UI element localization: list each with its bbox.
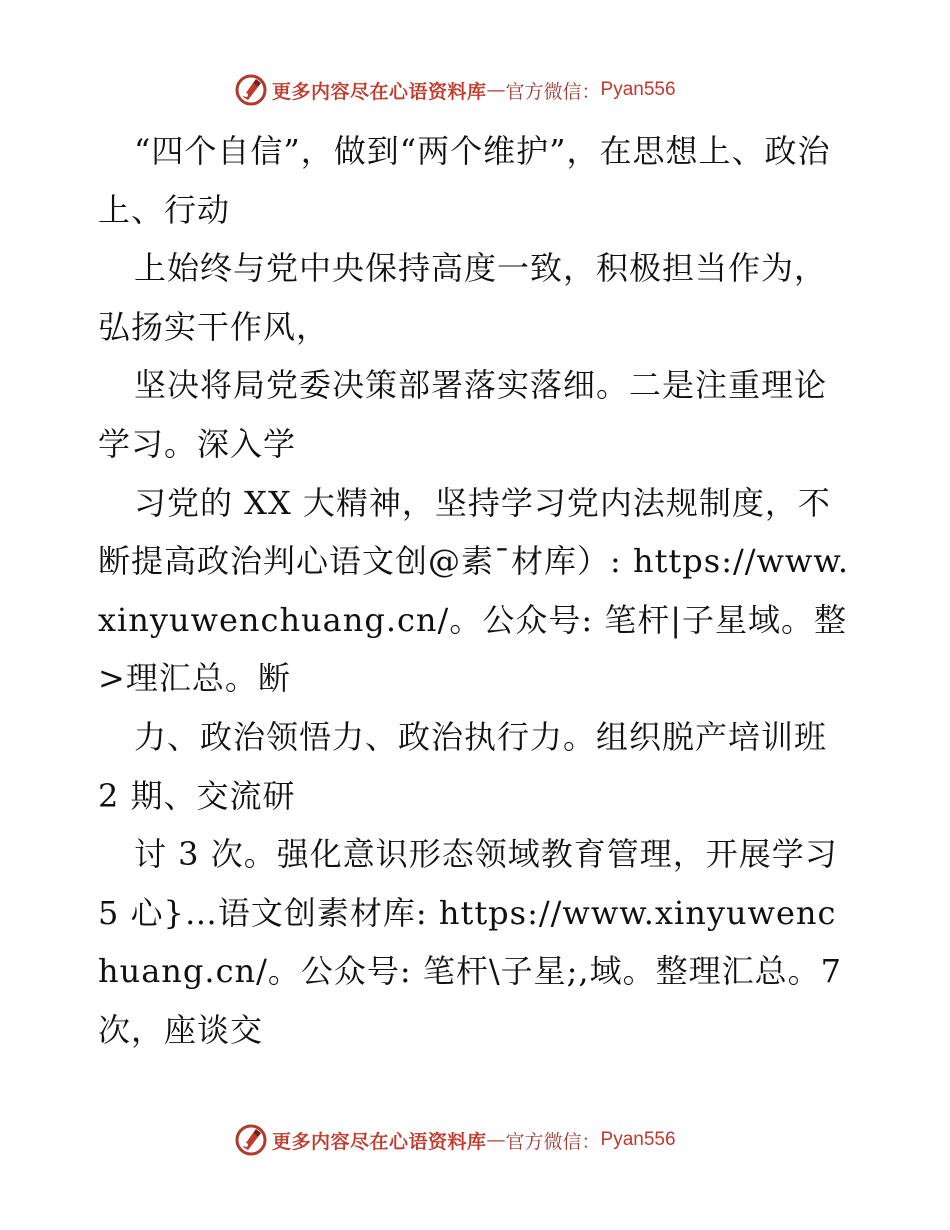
header-banner [234,72,676,108]
paragraph: 力、政治领悟力、政治执行力。组织脱产培训班 2 期、交流研 [98,717,828,815]
header-banner-title: 更多内容尽在心语资料库 [272,80,487,103]
pen-nib-logo-icon [234,73,268,107]
footer-banner-wechat-id: Pyan556 [600,1129,676,1150]
paragraph: “四个自信”，做到“两个维护”，在思想上、政治上、行动 [98,132,831,229]
pen-nib-logo-icon [234,1123,268,1157]
footer-banner-title: 更多内容尽在心语资料库 [272,1130,487,1153]
header-banner-wechat-id: Pyan556 [600,79,676,100]
footer-banner-separator: — [486,1129,506,1151]
paragraph: 坚决将局党委决策部署落实落细。二是注重理论学习。深入学 [98,366,828,463]
paragraph: 讨 3 次。强化意识形态领域教育管理，开展学习 5 心}…语文创素材库: https://www.xinyuwenchuang.cn/。公众号: 笔杆\子星;,域。整理汇总。7 次，座谈交 [98,835,842,1049]
paragraph: 习党的 XX 大精神，坚持学习党内法规制度，不断提高政治判心语文创@素¯材库）: https://www.xinyuwenchuang.cn/。公众号: 笔杆|子星域。整>理汇总。断 [98,483,850,698]
footer-banner-wechat-label: 官方微信： [505,1130,601,1153]
document-body [98,122,858,1060]
header-banner-wechat-label: 官方微信： [505,80,601,103]
paragraph: 上始终与党中央保持高度一致，积极担当作为，弘扬实干作风， [98,249,828,346]
footer-banner [234,1122,676,1158]
header-banner-separator: — [486,79,506,101]
